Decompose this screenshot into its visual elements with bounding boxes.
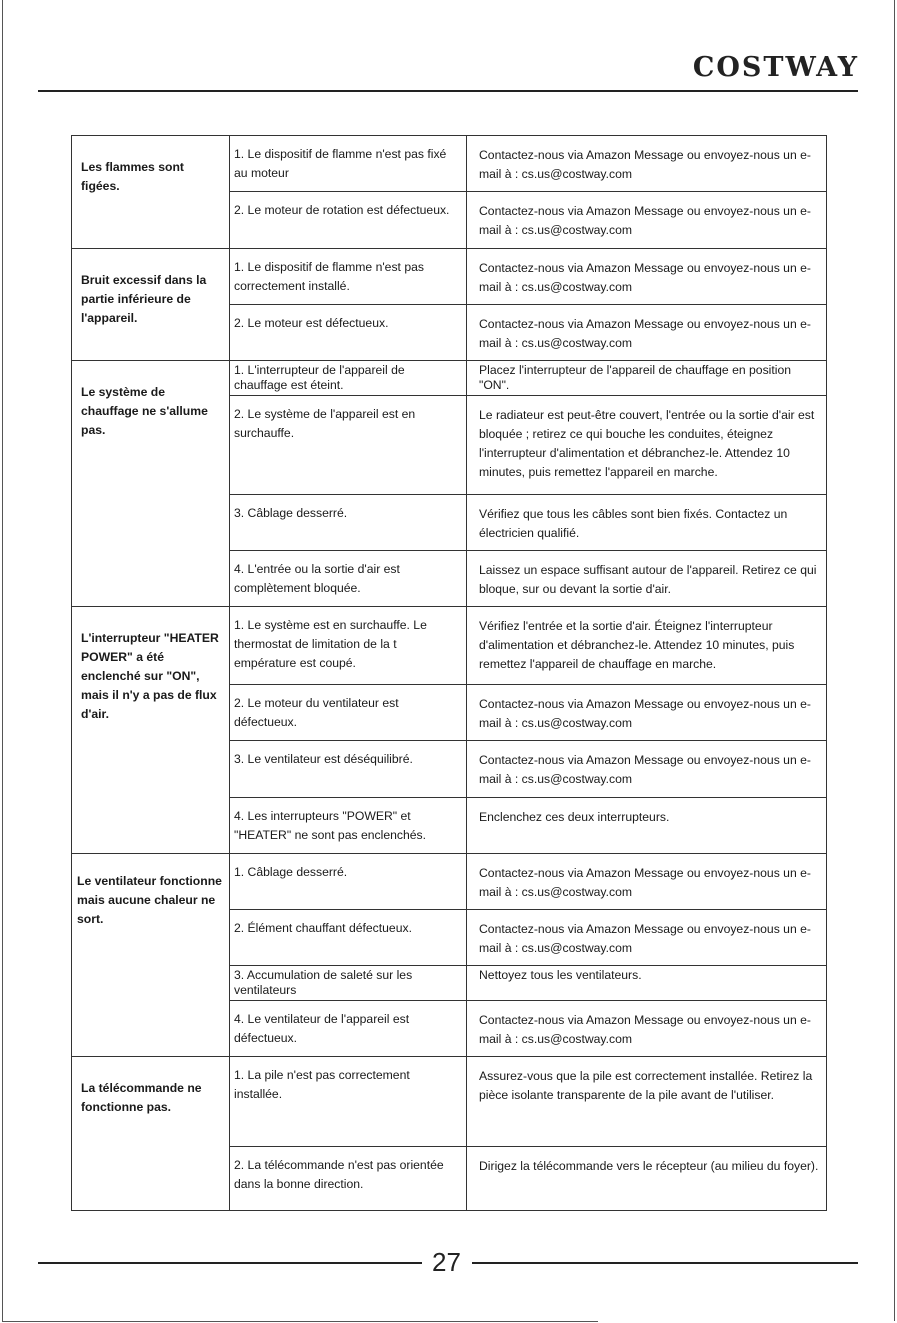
solution-cell: Contactez-nous via Amazon Message ou envoyez-nous un e-mail à : cs.us@costway.com — [467, 854, 827, 910]
solution-cell: Contactez-nous via Amazon Message ou envoyez-nous un e-mail à : cs.us@costway.com — [467, 249, 827, 305]
solution-cell: Assurez-vous que la pile est correctement installée. Retirez la pièce isolante transparente de la pile avant de l'utiliser. — [467, 1057, 827, 1147]
cause-cell: 4. Le ventilateur de l'appareil est défectueux. — [230, 1001, 467, 1057]
solution-cell: Le radiateur est peut-être couvert, l'entrée ou la sortie d'air est bloquée ; retirez ce qui bouche les conduites, éteignez l'interrupteur d'alimentation et débranchez-le. Attendez 10 minutes, puis remettez l'appareil en marche. — [467, 396, 827, 495]
solution-cell: Contactez-nous via Amazon Message ou envoyez-nous un e-mail à : cs.us@costway.com — [467, 1001, 827, 1057]
table-row — [72, 249, 827, 305]
problem-cell: Le système de chauffage ne s'allume pas. — [72, 361, 230, 607]
cause-cell: 1. Câblage desserré. — [230, 854, 467, 910]
brand-logo: COSTWAY — [692, 52, 859, 83]
page-bottom-edge — [2, 1321, 598, 1322]
solution-cell: Contactez-nous via Amazon Message ou envoyez-nous un e-mail à : cs.us@costway.com — [467, 741, 827, 798]
cause-cell: 1. Le système est en surchauffe. Le thermostat de limitation de la t empérature est coupé. — [230, 607, 467, 685]
table-row — [72, 361, 827, 396]
footer-rule-right — [472, 1262, 858, 1264]
cause-cell: 1. Le dispositif de flamme n'est pas fixé au moteur — [230, 136, 467, 192]
cause-cell: 3. Câblage desserré. — [230, 495, 467, 551]
solution-cell: Contactez-nous via Amazon Message ou envoyez-nous un e-mail à : cs.us@costway.com — [467, 192, 827, 249]
solution-cell: Dirigez la télécommande vers le récepteur (au milieu du foyer). — [467, 1147, 827, 1211]
cause-cell: 4. L'entrée ou la sortie d'air est complètement bloquée. — [230, 551, 467, 607]
footer-rule-left — [38, 1262, 422, 1264]
cause-cell: 1. La pile n'est pas correctement installée. — [230, 1057, 467, 1147]
cause-cell: 2. Le moteur est défectueux. — [230, 305, 467, 361]
cause-cell: 1. L'interrupteur de l'appareil de chauffage est éteint. — [230, 361, 467, 396]
solution-cell: Laissez un espace suffisant autour de l'appareil. Retirez ce qui bloque, sur ou devant la sortie d'air. — [467, 551, 827, 607]
table-row — [72, 854, 827, 910]
solution-cell: Contactez-nous via Amazon Message ou envoyez-nous un e-mail à : cs.us@costway.com — [467, 305, 827, 361]
problem-cell: Bruit excessif dans la partie inférieure de l'appareil. — [72, 249, 230, 361]
problem-cell: Les flammes sont figées. — [72, 136, 230, 249]
solution-cell: Vérifiez que tous les câbles sont bien fixés. Contactez un électricien qualifié. — [467, 495, 827, 551]
cause-cell: 3. Le ventilateur est déséquilibré. — [230, 741, 467, 798]
cause-cell: 1. Le dispositif de flamme n'est pas correctement installé. — [230, 249, 467, 305]
table-row — [72, 136, 827, 192]
cause-cell: 2. Le moteur de rotation est défectueux. — [230, 192, 467, 249]
cause-cell: 2. Élément chauffant défectueux. — [230, 910, 467, 966]
solution-cell: Vérifiez l'entrée et la sortie d'air. Éteignez l'interrupteur d'alimentation et débranchez-le. Attendez 10 minutes, puis remettez l'appareil de chauffage en marche. — [467, 607, 827, 685]
solution-cell: Placez l'interrupteur de l'appareil de chauffage en position "ON". — [467, 361, 827, 396]
troubleshooting-table — [71, 135, 827, 1211]
page-number: 27 — [432, 1247, 461, 1277]
header-rule — [38, 90, 858, 92]
cause-cell: 3. Accumulation de saleté sur les ventilateurs — [230, 966, 467, 1001]
solution-cell: Contactez-nous via Amazon Message ou envoyez-nous un e-mail à : cs.us@costway.com — [467, 685, 827, 741]
solution-cell: Contactez-nous via Amazon Message ou envoyez-nous un e-mail à : cs.us@costway.com — [467, 910, 827, 966]
problem-cell: L'interrupteur "HEATER POWER" a été enclenché sur "ON", mais il n'y a pas de flux d'air. — [72, 607, 230, 854]
cause-cell: 2. Le système de l'appareil est en surchauffe. — [230, 396, 467, 495]
cause-cell: 2. Le moteur du ventilateur est défectueux. — [230, 685, 467, 741]
table-row — [72, 1057, 827, 1147]
solution-cell: Enclenchez ces deux interrupteurs. — [467, 798, 827, 854]
solution-cell: Nettoyez tous les ventilateurs. — [467, 966, 827, 1001]
problem-cell: La télécommande ne fonctionne pas. — [72, 1057, 230, 1211]
cause-cell: 4. Les interrupteurs "POWER" et "HEATER" ne sont pas enclenchés. — [230, 798, 467, 854]
problem-cell: Le ventilateur fonctionne mais aucune chaleur ne sort. — [72, 854, 230, 1057]
page-footer — [0, 1245, 897, 1281]
cause-cell: 2. La télécommande n'est pas orientée dans la bonne direction. — [230, 1147, 467, 1211]
solution-cell: Contactez-nous via Amazon Message ou envoyez-nous un e-mail à : cs.us@costway.com — [467, 136, 827, 192]
table-row — [72, 607, 827, 685]
